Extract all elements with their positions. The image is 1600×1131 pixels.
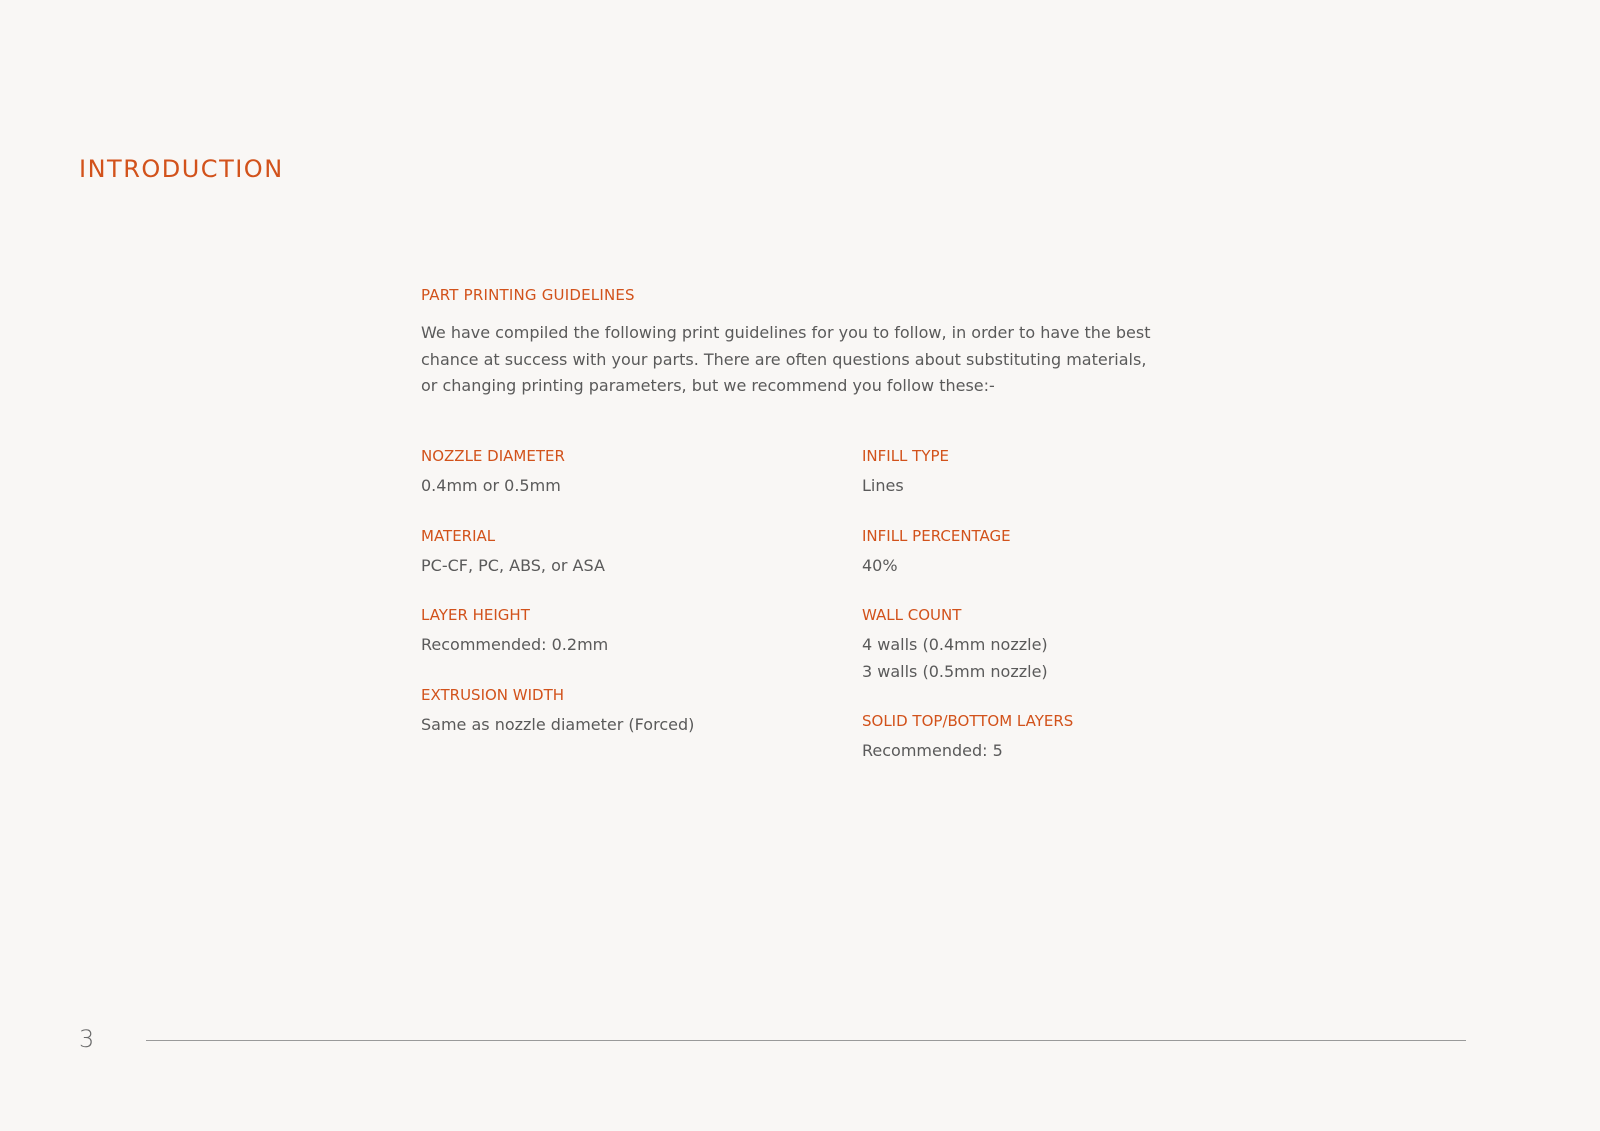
param-value [421, 712, 801, 739]
param-material [421, 527, 801, 580]
param-infill-type [862, 447, 1242, 500]
param-layer-height [421, 606, 801, 659]
param-value-line: 3 walls (0.5mm nozzle) [862, 661, 1048, 681]
guidelines-heading: PART PRINTING GUIDELINES [421, 286, 635, 304]
param-value [421, 473, 801, 500]
param-value-line: Recommended: 5 [862, 741, 1003, 760]
param-label: SOLID TOP/BOTTOM LAYERS [862, 712, 1074, 730]
param-wall-count [862, 606, 1242, 685]
param-value-line: Recommended: 0.2mm [421, 635, 609, 654]
param-label: INFILL TYPE [862, 447, 950, 465]
param-nozzle-diameter [421, 447, 801, 500]
guidelines-intro-text: We have compiled the following print guidelines for you to follow, in order to have the best chance at success with your parts. There are often questions about substituting materials, or changing printing parameters, but we recommend you follow these:- [421, 323, 1151, 395]
param-value-line: PC-CF, PC, ABS, or ASA [421, 555, 605, 575]
param-value-line: 0.4mm or 0.5mm [421, 476, 561, 495]
section-title: INTRODUCTION [79, 155, 284, 183]
param-label: NOZZLE DIAMETER [421, 447, 565, 465]
parameters-left-column [421, 447, 801, 765]
param-label: INFILL PERCENTAGE [862, 526, 1011, 545]
param-value-line: 4 walls (0.4mm nozzle) [862, 635, 1048, 654]
param-value [862, 632, 1242, 685]
param-label: MATERIAL [421, 526, 496, 545]
param-label: EXTRUSION WIDTH [421, 685, 565, 704]
param-solid-top-bottom-layers [862, 712, 1242, 765]
param-value-line: 40% [862, 555, 898, 575]
page-number: 3 [79, 1025, 95, 1053]
parameters-right-column [862, 447, 1242, 792]
param-value [862, 738, 1242, 765]
param-value [862, 553, 1242, 580]
param-extrusion-width [421, 686, 801, 739]
param-label: WALL COUNT [862, 606, 962, 624]
param-value [421, 632, 801, 659]
footer-divider [146, 1040, 1466, 1041]
param-value-line: Lines [862, 476, 904, 495]
param-value-line: Same as nozzle diameter (Forced) [421, 714, 695, 734]
param-value [862, 473, 1242, 500]
guidelines-intro [421, 286, 1161, 400]
param-value [421, 553, 801, 580]
param-label: LAYER HEIGHT [421, 606, 530, 624]
param-infill-percentage [862, 527, 1242, 580]
